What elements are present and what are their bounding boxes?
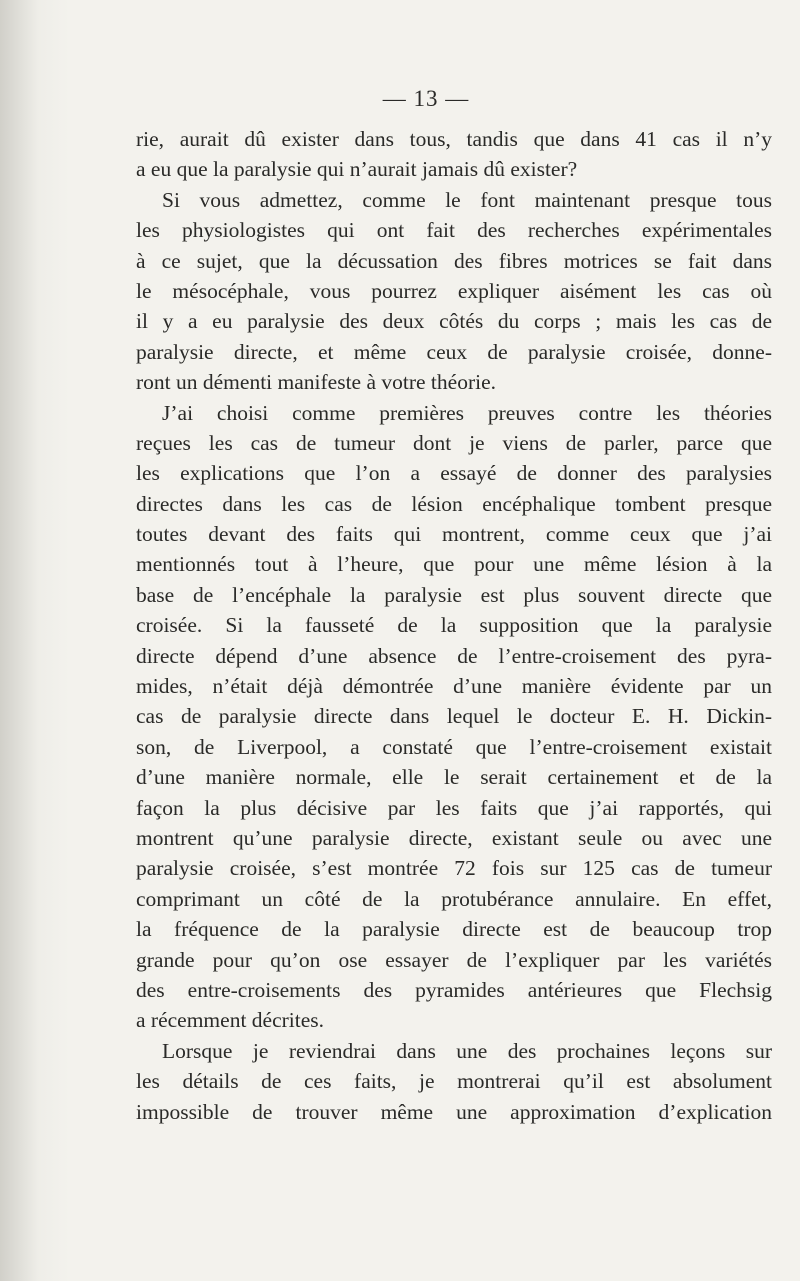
text-line: les explications que l’on a essayé de donner des paralysies <box>136 461 772 486</box>
text-line: montrent qu’une paralysie directe, existant seule ou avec une <box>136 825 772 850</box>
page-number: — 13 — <box>382 86 470 111</box>
text-line: croisée. Si la fausseté de la supposition que la paralysie <box>136 613 772 638</box>
text-line: d’une manière normale, elle le serait certainement et de la <box>136 765 772 790</box>
text-line: façon la plus décisive par les faits que j’ai rapportés, qui <box>136 795 772 820</box>
text-line: directes dans les cas de lésion encéphalique tombent presque <box>136 491 772 516</box>
text-line: Lorsque je reviendrai dans une des prochaines leçons sur <box>162 1038 772 1063</box>
text-line: grande pour qu’on ose essayer de l’expliquer par les variétés <box>136 947 772 972</box>
page-gutter-shadow <box>0 0 70 1281</box>
text-line: des entre-croisements des pyramides antérieures que Flechsig <box>136 977 772 1002</box>
text-line: paralysie croisée, s’est montrée 72 fois sur 125 cas de tumeur <box>136 856 772 881</box>
text-line: la fréquence de la paralysie directe est de beaucoup trop <box>136 917 772 942</box>
text-line: il y a eu paralysie des deux côtés du corps ; mais les cas de <box>136 309 772 334</box>
text-line: comprimant un côté de la protubérance annulaire. En effet, <box>136 886 772 911</box>
text-line: paralysie directe, et même ceux de paralysie croisée, donne- <box>136 339 772 364</box>
text-line: impossible de trouver même une approximation d’explication <box>136 1099 772 1124</box>
text-line: ront un démenti manifeste à votre théorie. <box>136 370 496 395</box>
text-line: les physiologistes qui ont fait des recherches expérimentales <box>136 218 772 243</box>
text-line: base de l’encéphale la paralysie est plus souvent directe que <box>136 582 772 607</box>
text-line: mentionnés tout à l’heure, que pour une même lésion à la <box>136 552 772 577</box>
text-line: son, de Liverpool, a constaté que l’entre-croisement existait <box>136 734 772 759</box>
book-page <box>136 88 772 1127</box>
text-line: mides, n’était déjà démontrée d’une manière évidente par un <box>136 674 772 699</box>
text-line: a récemment décrites. <box>136 1008 325 1033</box>
text-line: toutes devant des faits qui montrent, comme ceux que j’ai <box>136 522 772 547</box>
text-line: rie, aurait dû exister dans tous, tandis que dans 41 cas il n’y <box>136 127 772 151</box>
text-line: J’ai choisi comme premières preuves contre les théories <box>162 400 772 425</box>
text-line: les détails de ces faits, je montrerai qu’il est absolument <box>136 1069 772 1094</box>
text-line: a eu que la paralysie qui n’aurait jamais dû exister? <box>136 157 578 182</box>
text-line: cas de paralysie directe dans lequel le docteur E. H. Dickin- <box>136 704 772 729</box>
text-line: Si vous admettez, comme le font maintenant presque tous <box>162 187 772 212</box>
text-line: à ce sujet, que la décussation des fibres motrices se fait dans <box>136 248 772 273</box>
body-text <box>136 124 772 1127</box>
text-line: le mésocéphale, vous pourrez expliquer aisément les cas où <box>136 278 772 303</box>
text-line: directe dépend d’une absence de l’entre-croisement des pyra- <box>136 643 772 668</box>
text-line: reçues les cas de tumeur dont je viens de parler, parce que <box>136 430 772 455</box>
